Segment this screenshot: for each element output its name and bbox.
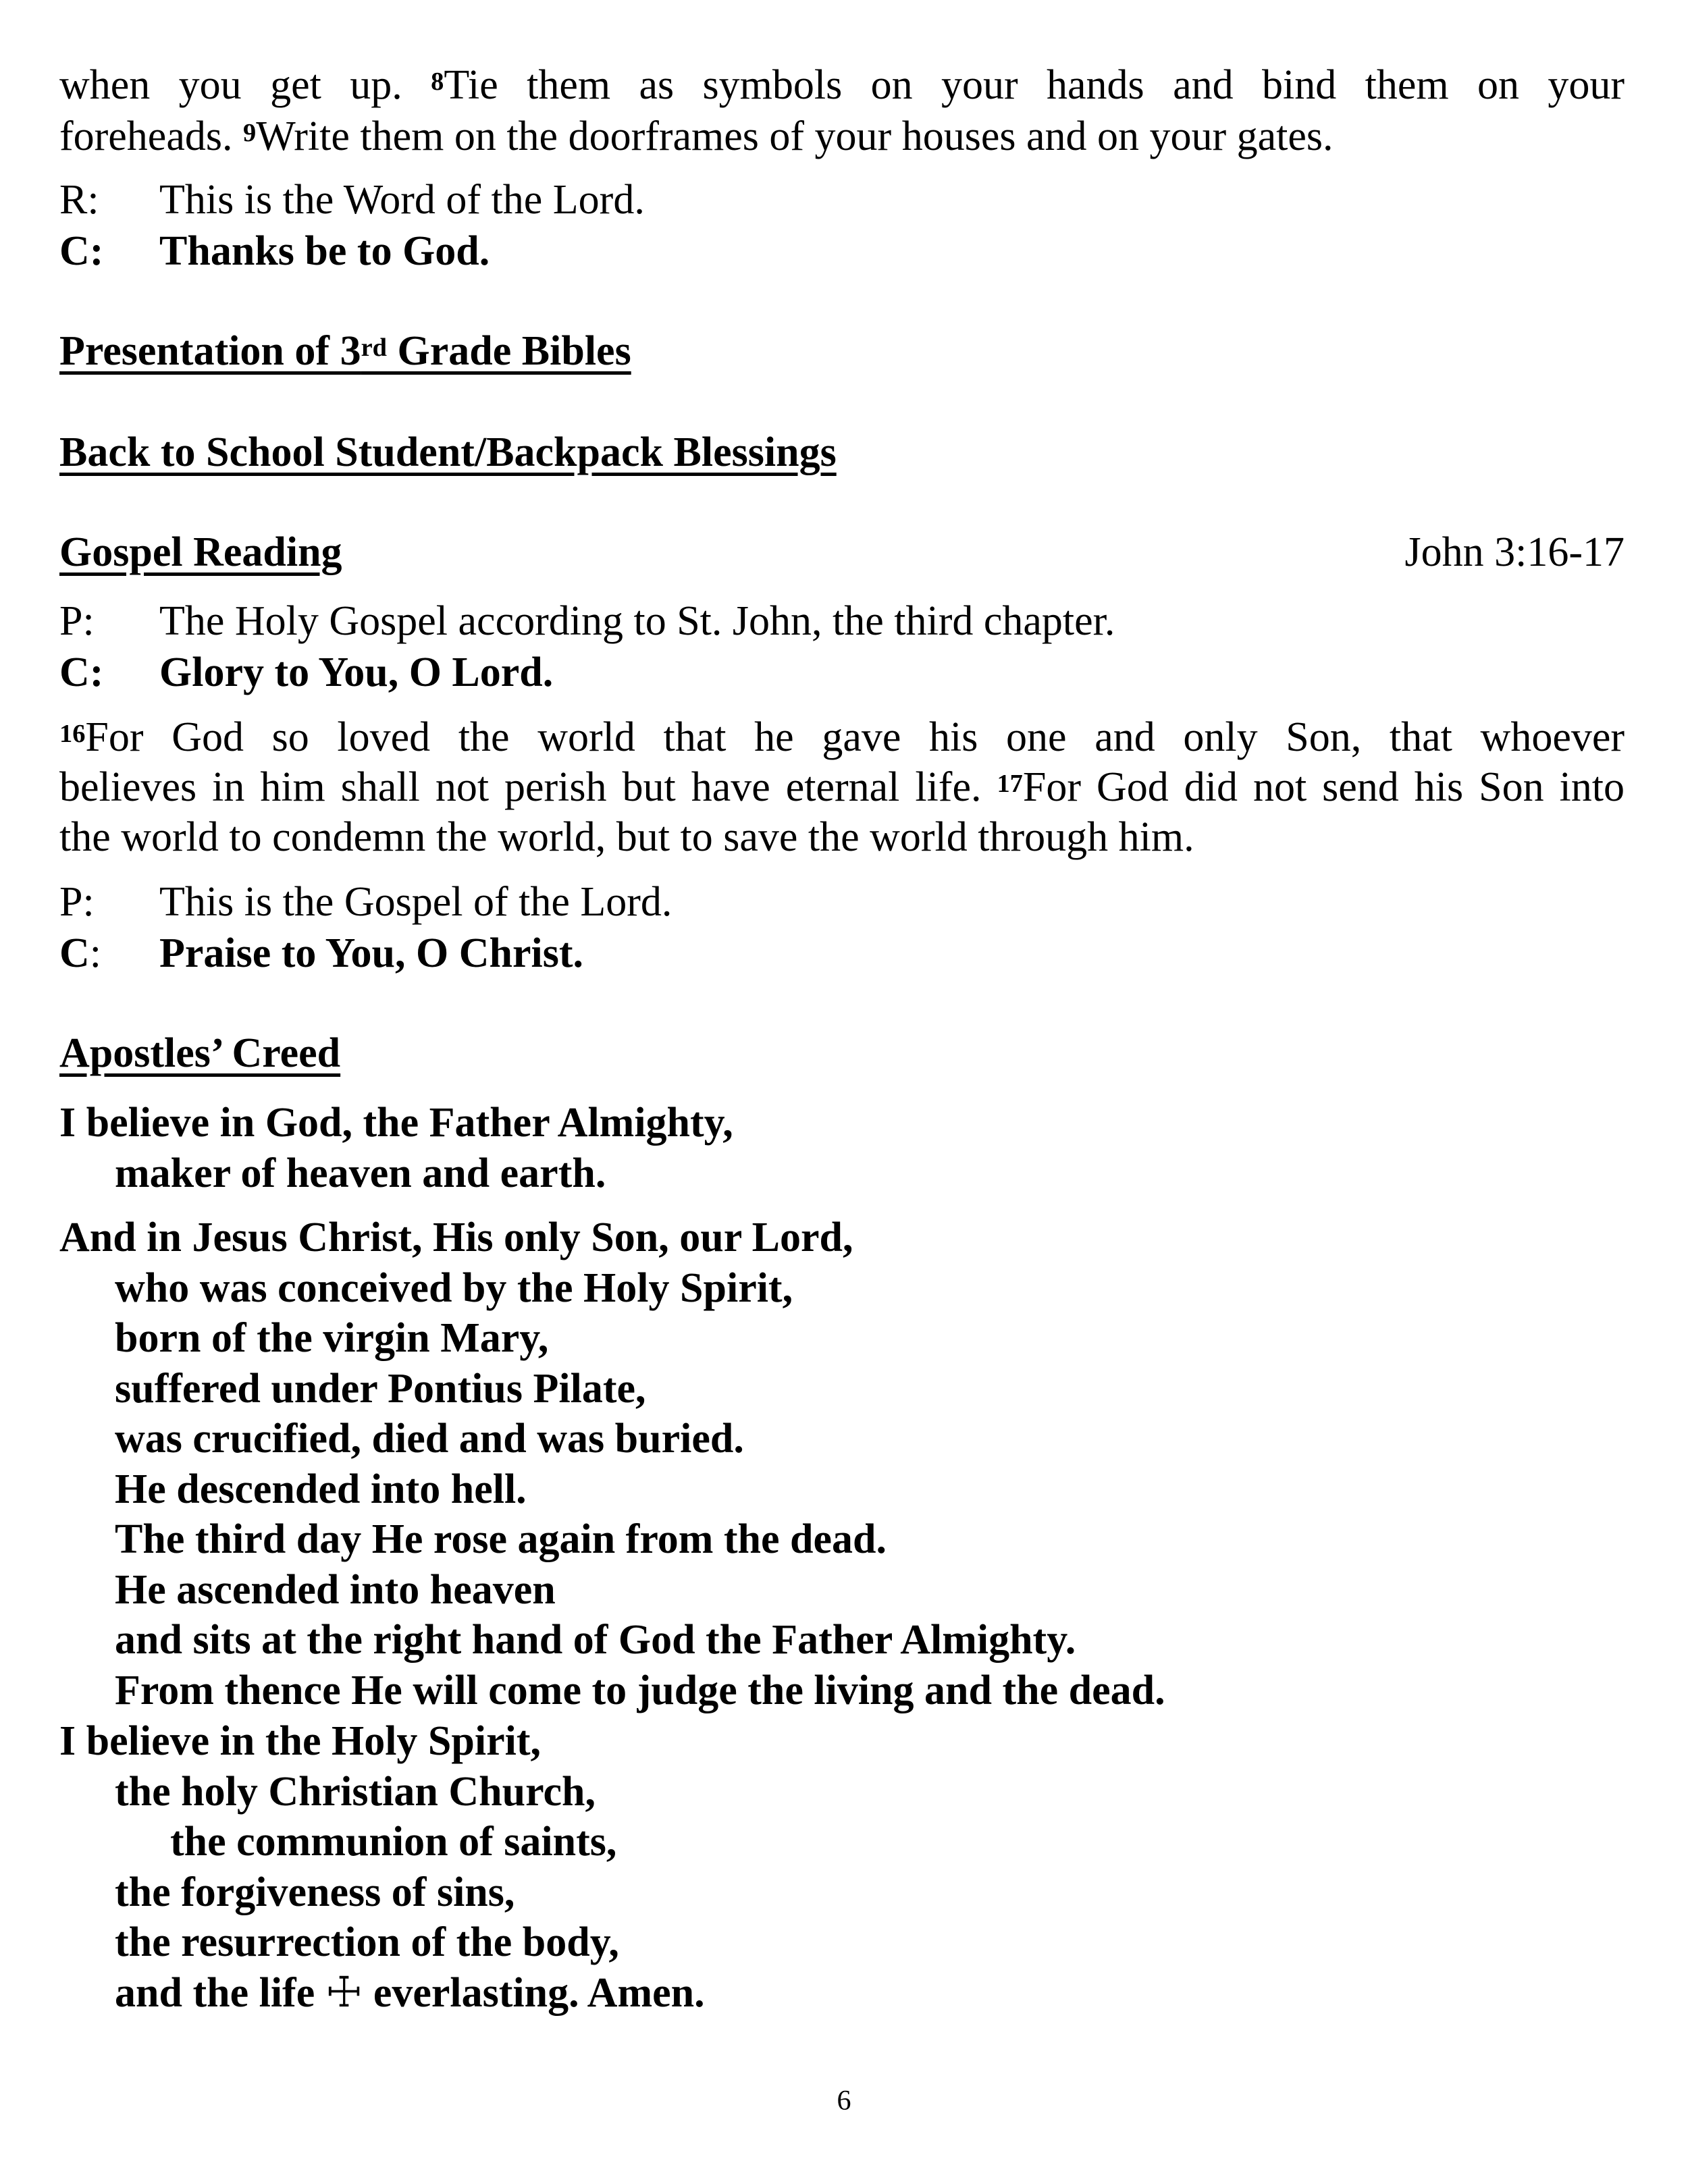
gospel-heading: Gospel Reading [59,529,342,575]
pastor-response: P: This is the Gospel of the Lord. [59,879,672,925]
reading-line-2: foreheads. $^9$Write them on the doorframes of your houses and on your gates. [59,113,1334,159]
creed-stanza-3: I believe in the Holy Spirit, the holy Christian Church, the communion of saints, the forgiveness of sins, the resurrection of the body, and the life ☩ everlasting. Amen. [59,1716,1625,2018]
creed-heading: Apostles’ Creed [59,1030,341,1076]
bibles-heading: Presentation of 3rd Grade Bibles [59,328,631,374]
creed-stanza-1: I believe in God, the Father Almighty, maker of heaven and earth. [59,1100,733,1196]
gospel-line-3: the world to condemn the world, but to save the world through him. [59,814,1194,860]
creed-last-line: and the life ☩ everlasting. Amen. [59,1968,1625,2019]
creed-stanza-2: And in Jesus Christ, His only Son, our Lord, who was conceived by the Holy Spirit, born of the virgin Mary, suffered under Pontius Pilate, was crucified, died and was buried. He descended into hell. The third day He rose again from the dead. He ascended into heaven and sits at the right hand of God the Father Almighty. From thence He will come to judge the living and the dead. [59,1215,1165,1713]
verse-number: 8 [431,67,444,96]
cross-icon: ☩ [325,1969,363,2016]
gospel-line-1: $^{16}$For God so loved the world that he gave his one and only Son, that whoever [59,714,1625,760]
gospel-line-2: believes in him shall not perish but have eternal life. $^{17}$For God did not send his Son into [59,764,1625,810]
blessings-heading: Back to School Student/Backpack Blessings [59,429,837,475]
pastor-response: P: The Holy Gospel according to St. John, the third chapter. [59,598,1115,644]
reader-response: R: This is the Word of the Lord. [59,177,645,223]
reading-line-1: when you get up. $^8$Tie them as symbols on your hands and bind them on your [59,62,1625,108]
congregation-response: C: Glory to You, O Lord. [59,649,554,695]
congregation-response: C: Praise to You, O Christ. [59,930,583,976]
verse-number: 9 [242,118,257,147]
page-number: 6 [837,2085,851,2116]
gospel-reference: John 3:16-17 [1404,529,1625,575]
congregation-response: C: Thanks be to God. [59,228,490,274]
verse-number: 17 [997,769,1023,798]
verse-number: 16 [59,719,86,748]
